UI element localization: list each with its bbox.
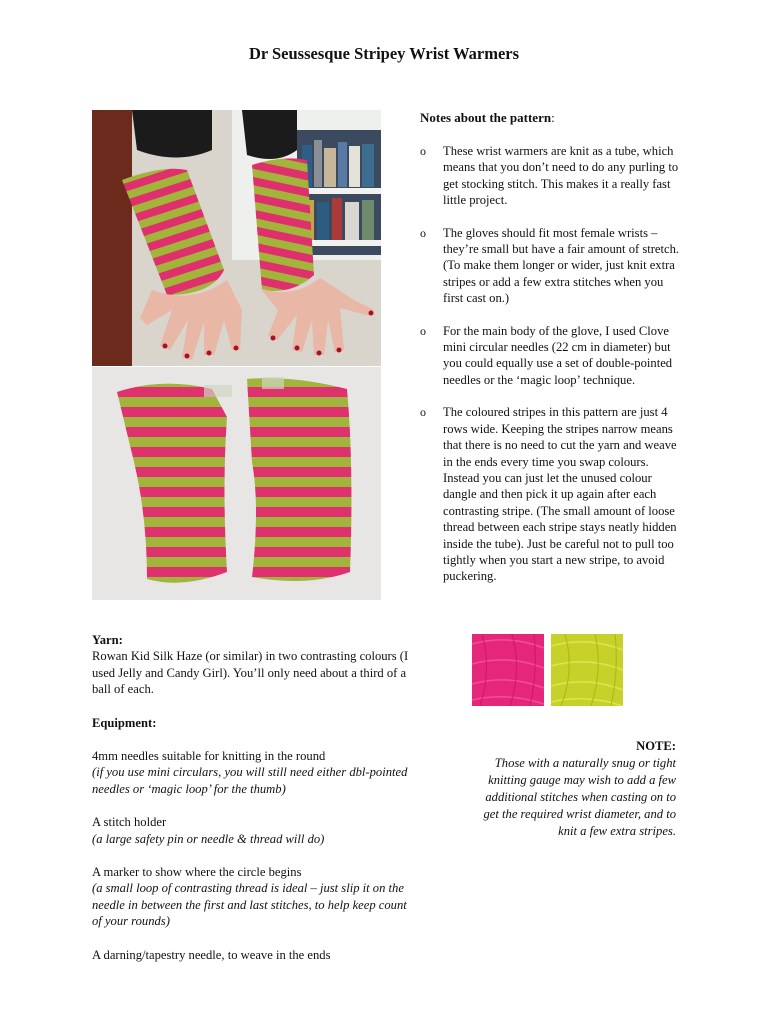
note-box <box>470 738 676 840</box>
equipment-item-note: (if you use mini circulars, you will still need either dbl-pointed needles or ‘magic loop’ for the thumb) <box>92 765 408 796</box>
yarn-label: Yarn: <box>92 633 123 647</box>
equipment-item: 4mm needles suitable for knitting in the round <box>92 749 326 764</box>
equipment-item: A darning/tapestry needle, to weave in the ends <box>92 947 331 962</box>
note-item <box>420 323 685 389</box>
photo-flat-illustration <box>92 367 381 600</box>
note-title: NOTE: <box>636 739 676 753</box>
notes-heading-text: Notes about the pattern <box>420 110 552 125</box>
note-item <box>420 143 685 209</box>
yarn-swatch-green <box>551 634 623 706</box>
note-text: For the main body of the glove, I used Clove mini circular needles (22 cm in diameter) but you could equally use a set of double-pointed needles or the ‘magic loop’ technique. <box>443 323 673 387</box>
bullet-marker: o <box>420 225 426 240</box>
equipment-item: A marker to show where the circle begins <box>92 865 302 880</box>
notes-heading-colon: : <box>551 110 555 125</box>
yarn-swatch-pink <box>472 634 544 706</box>
swatch-green-texture <box>551 634 623 706</box>
materials-section <box>92 632 412 963</box>
swatch-pink-texture <box>472 634 544 706</box>
note-item <box>420 225 685 307</box>
equipment-label: Equipment: <box>92 715 157 730</box>
note-text: These wrist warmers are knit as a tube, which means that you don’t need to do any purling to get stocking stitch. This makes it a really fast little project. <box>443 144 679 208</box>
notes-heading <box>420 110 555 126</box>
photo-worn-wrist-warmers <box>92 110 381 366</box>
notes-list <box>420 143 685 601</box>
photo-worn-illustration <box>92 110 381 366</box>
equipment-item: A stitch holder <box>92 815 167 830</box>
note-text: The coloured stripes in this pattern are just 4 rows wide. Keeping the stripes narrow means that there is no need to cut the yarn and weave in the ends every time you swap colours. Instead you can just let the unused colour dangle and then pick it up again after each contrasting stripe. (The small amount of loose thread between each stripe stays neatly hidden inside the tube). Just be careful not to pull too tightly when you start a new stripe, to avoid puckering. <box>443 405 677 584</box>
yarn-text: Rowan Kid Silk Haze (or similar) in two contrasting colours (I used Jelly and Candy Girl). You’ll only need about a third of a ball of each. <box>92 649 409 697</box>
equipment-item-note: (a large safety pin or needle & thread will do) <box>92 831 325 846</box>
page-title: Dr Seussesque Stripey Wrist Warmers <box>248 44 520 63</box>
note-item <box>420 404 685 584</box>
note-body: Those with a naturally snug or tight knitting gauge may wish to add a few additional stitches when casting on to get the required wrist diameter, and to knit a few extra stripes. <box>483 756 676 838</box>
photo-flat-wrist-warmers <box>92 367 381 600</box>
bullet-marker: o <box>420 144 426 158</box>
bullet-marker: o <box>420 405 426 420</box>
note-text: The gloves should fit most female wrists – they’re small but have a fair amount of stretch. (To make them longer or wider, just knit extra stripes or add a few extra stitches when you first cast on.) <box>443 225 680 306</box>
equipment-item-note: (a small loop of contrasting thread is ideal – just slip it on the needle in between the first and last stitches, to help keep count of your rounds) <box>92 881 407 929</box>
bullet-marker: o <box>420 323 426 338</box>
